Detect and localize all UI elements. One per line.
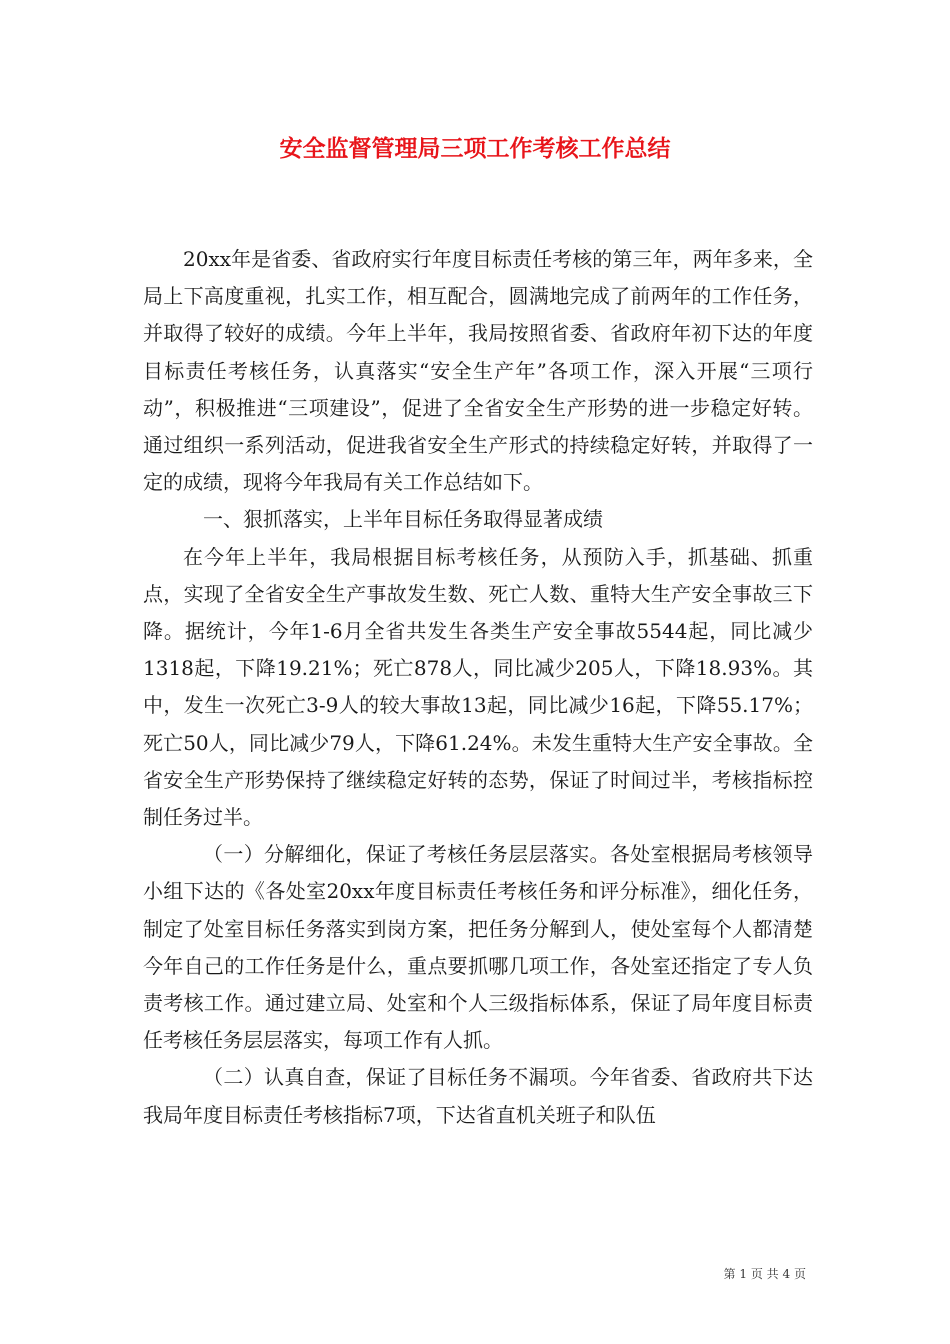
document-body (143, 241, 813, 1134)
paragraph-subsection-1: （一）分解细化，保证了考核任务层层落实。各处室根据局考核领导小组下达的《各处室20xx年度目标责任考核任务和评分标准》，细化任务，制定了处室目标任务落实到岗方案，把任务分解到人，使处室每个人都清楚今年自己的工作任务是什么，重点要抓哪几项工作，各处室还指定了专人负责考核工作。通过建立局、处室和个人三级指标体系，保证了局年度目标责任考核任务层层落实，每项工作有人抓。 (143, 842, 813, 1053)
current-page-number: 1 (739, 1267, 748, 1281)
total-pages-number: 4 (782, 1267, 791, 1281)
page-middle-text: 页 共 (750, 1267, 779, 1281)
paragraph-intro: 20xx年是省委、省政府实行年度目标责任考核的第三年，两年多来，全局上下高度重视，扎实工作，相互配合，圆满地完成了前两年的工作任务，并取得了较好的成绩。今年上半年，我局按照省委、省政府年初下达的年度目标责任考核任务，认真落实“安全生产年”各项工作，深入开展“三项行动”，积极推进“三项建设”，促进了全省安全生产形势的进一步稳定好转。通过组织一系列活动，促进我省安全生产形式的持续稳定好转，并取得了一定的成绩，现将今年我局有关工作总结如下。 (143, 247, 813, 495)
paragraph-statistics: 在今年上半年，我局根据目标考核任务，从预防入手，抓基础、抓重点，实现了全省安全生产事故发生数、死亡人数、重特大生产安全事故三下降。据统计，今年1-6月全省共发生各类生产安全事故5544起，同比减少1318起，下降19.21%；死亡878人，同比减少205人，下降18.93%。其中，发生一次死亡3-9人的较大事故13起，同比减少16起，下降55.17%；死亡50人，同比减少79人，下降61.24%。未发生重特大生产安全事故。全省安全生产形势保持了继续稳定好转的态势，保证了时间过半，考核指标控制任务过半。 (143, 544, 813, 830)
page-title: 安全监督管理局三项工作考核工作总结 (279, 136, 671, 162)
page-suffix: 页 (793, 1267, 806, 1281)
section-heading-1: 一、狠抓落实，上半年目标任务取得显著成绩 (203, 507, 603, 532)
page-prefix: 第 (723, 1267, 736, 1281)
page-number-footer (0, 1265, 806, 1282)
paragraph-subsection-2: （二）认真自查，保证了目标任务不漏项。今年省委、省政府共下达我局年度目标责任考核指标7项，下达省直机关班子和队伍 (143, 1065, 813, 1127)
